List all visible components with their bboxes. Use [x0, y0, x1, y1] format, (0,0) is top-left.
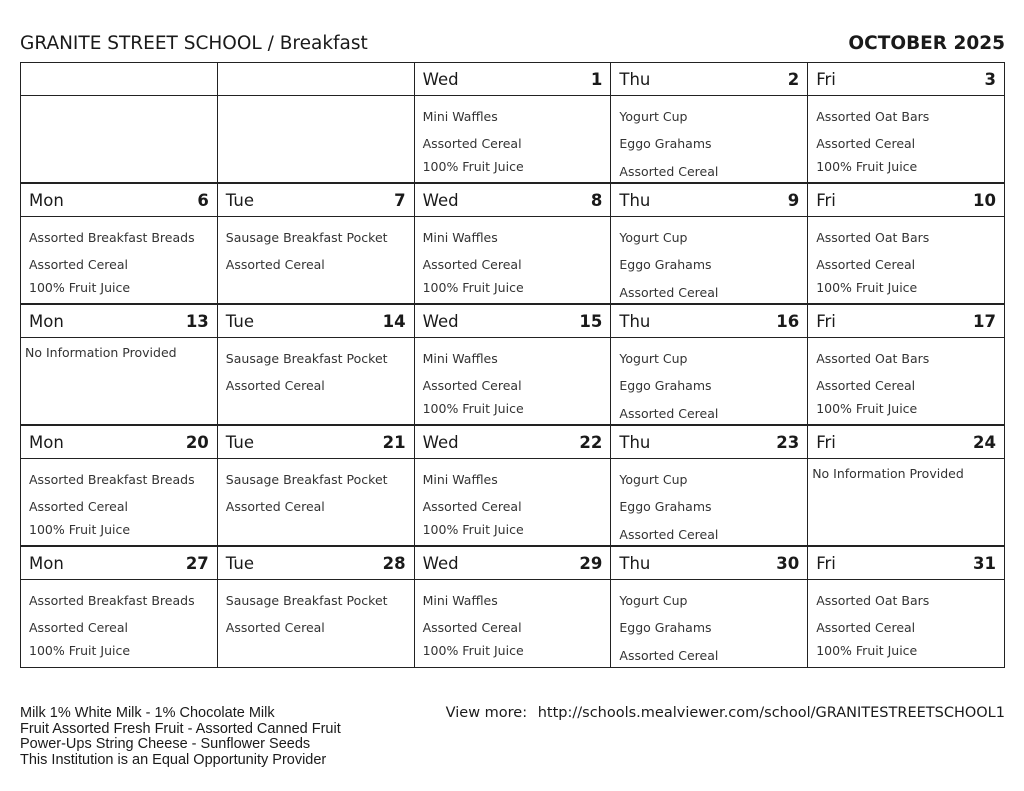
menu-item: Mini Waffles: [422, 230, 498, 245]
day-name: Thu: [619, 432, 651, 452]
equal-opportunity-note: This Institution is an Equal Opportunity Provider: [20, 751, 327, 768]
menu-item: Assorted Cereal: [29, 620, 128, 635]
day-header: [21, 63, 217, 96]
day-header: [415, 184, 611, 217]
month-title: OCTOBER 2025: [848, 32, 1005, 54]
day-menu: [21, 580, 217, 667]
menu-item: Assorted Oat Bars: [816, 230, 930, 245]
day-number: 7: [394, 190, 406, 210]
menu-item: Yogurt Cup: [619, 593, 688, 608]
menu-item: Assorted Cereal: [422, 378, 522, 393]
empty-day-cell: [218, 63, 415, 182]
day-menu: [21, 217, 217, 303]
day-name: Fri: [816, 69, 836, 89]
day-header: [218, 305, 414, 338]
day-number: 6: [197, 190, 209, 210]
day-name: Fri: [816, 190, 836, 210]
menu-item: Assorted Oat Bars: [816, 593, 930, 608]
day-header: [21, 547, 217, 580]
day-number: 28: [382, 553, 406, 573]
day-header: [415, 63, 611, 96]
day-header: [808, 547, 1004, 580]
day-name: Thu: [619, 553, 651, 573]
day-name: Fri: [816, 311, 836, 331]
menu-item: Yogurt Cup: [619, 109, 688, 124]
menu-item: 100% Fruit Juice: [816, 643, 918, 658]
day-name: Mon: [29, 190, 64, 210]
no-information-note: No Information Provided: [25, 345, 177, 360]
menu-item: Assorted Cereal: [816, 257, 916, 272]
day-number: 29: [579, 553, 603, 573]
day-menu: [611, 96, 807, 182]
day-header: [611, 184, 807, 217]
day-header: [611, 426, 807, 459]
day-cell: [611, 426, 808, 545]
day-menu: [21, 459, 217, 545]
day-menu: [415, 459, 611, 545]
day-header: [611, 63, 807, 96]
day-cell: [611, 63, 808, 182]
menu-item: Mini Waffles: [422, 593, 498, 608]
menu-item: Assorted Cereal: [422, 136, 522, 151]
day-number: 9: [787, 190, 800, 210]
menu-item: Assorted Cereal: [29, 499, 128, 514]
day-name: Tue: [225, 190, 254, 210]
day-header: [808, 63, 1004, 96]
day-name: Wed: [422, 190, 459, 210]
week-row: [21, 426, 1005, 547]
menu-item: 100% Fruit Juice: [816, 159, 918, 174]
empty-day-cell: [21, 63, 218, 182]
menu-item: Sausage Breakfast Pocket: [225, 230, 388, 245]
day-menu: [218, 580, 414, 667]
day-menu: [415, 338, 611, 424]
day-header: [21, 184, 217, 217]
day-menu: [415, 96, 611, 182]
day-menu: [611, 217, 807, 303]
day-number: 24: [973, 432, 996, 452]
menu-item: Assorted Breakfast Breads: [29, 472, 195, 487]
day-number: 3: [984, 69, 996, 89]
menu-item: Assorted Cereal: [225, 499, 325, 514]
menu-item: Assorted Oat Bars: [816, 109, 930, 124]
day-number: 23: [776, 432, 800, 452]
day-header: [21, 305, 217, 338]
day-header: [415, 547, 611, 580]
menu-item: Sausage Breakfast Pocket: [225, 351, 388, 366]
day-cell: [21, 305, 218, 424]
menu-item: 100% Fruit Juice: [422, 401, 524, 416]
menu-item: Assorted Cereal: [422, 499, 522, 514]
menu-item: Eggo Grahams: [619, 257, 712, 272]
day-number: 30: [776, 553, 800, 573]
day-header: [808, 305, 1004, 338]
day-cell: [21, 426, 218, 545]
day-number: 17: [973, 311, 996, 331]
day-name: Mon: [29, 553, 64, 573]
day-menu: [218, 459, 414, 545]
menu-item: Mini Waffles: [422, 472, 498, 487]
menu-item: Assorted Cereal: [225, 378, 325, 393]
menu-item: Mini Waffles: [422, 351, 498, 366]
no-information-note: No Information Provided: [812, 466, 964, 481]
day-menu: [808, 96, 1004, 182]
menu-item: Eggo Grahams: [619, 499, 712, 514]
day-name: Fri: [816, 553, 836, 573]
menu-item: Assorted Cereal: [619, 285, 719, 300]
day-menu: [21, 96, 217, 182]
menu-item: Eggo Grahams: [619, 378, 712, 393]
day-cell: [611, 184, 808, 303]
menu-item: 100% Fruit Juice: [422, 280, 524, 295]
day-cell: [808, 547, 1005, 667]
day-header: [611, 547, 807, 580]
day-cell: [218, 305, 415, 424]
power-ups-note: Power-Ups String Cheese - Sunflower Seeds: [20, 736, 311, 752]
day-number: 21: [382, 432, 406, 452]
menu-item: Assorted Cereal: [816, 136, 916, 151]
day-menu: [21, 338, 217, 424]
day-menu: [415, 217, 611, 303]
school-title: GRANITE STREET SCHOOL / Breakfast: [20, 32, 368, 54]
week-row: [21, 63, 1005, 184]
menu-item: Yogurt Cup: [619, 351, 688, 366]
day-number: 15: [579, 311, 603, 331]
day-menu: [611, 459, 807, 545]
menu-item: Sausage Breakfast Pocket: [225, 593, 388, 608]
day-menu: [218, 338, 414, 424]
day-number: 13: [185, 311, 209, 331]
menu-item: Assorted Cereal: [619, 527, 719, 542]
day-cell: [611, 305, 808, 424]
menu-item: Assorted Cereal: [422, 620, 522, 635]
menu-item: Assorted Breakfast Breads: [29, 230, 195, 245]
page-header: [20, 30, 1005, 56]
menu-item: Assorted Cereal: [29, 257, 128, 272]
menu-item: 100% Fruit Juice: [422, 159, 524, 174]
day-menu: [218, 96, 414, 182]
menu-item: 100% Fruit Juice: [29, 280, 131, 295]
milk-note: Milk 1% White Milk - 1% Chocolate Milk: [20, 705, 275, 721]
day-menu: [218, 217, 414, 303]
day-cell: [611, 547, 808, 667]
menu-item: Assorted Cereal: [225, 620, 325, 635]
day-header: [21, 426, 217, 459]
day-number: 8: [590, 190, 603, 210]
menu-item: Assorted Cereal: [816, 620, 916, 635]
day-menu: [611, 338, 807, 424]
menu-item: 100% Fruit Juice: [816, 401, 918, 416]
day-number: 22: [579, 432, 603, 452]
day-header: [218, 547, 414, 580]
day-menu: [611, 580, 807, 667]
menu-item: 100% Fruit Juice: [816, 280, 918, 295]
day-number: 2: [787, 69, 800, 89]
menu-item: Assorted Cereal: [619, 164, 719, 179]
view-more: [446, 706, 1005, 722]
day-header: [415, 305, 611, 338]
day-name: Tue: [225, 553, 254, 573]
menu-item: Assorted Cereal: [816, 378, 916, 393]
day-header: [218, 63, 414, 96]
day-number: 1: [590, 69, 603, 89]
day-name: Tue: [225, 432, 254, 452]
day-cell: [218, 426, 415, 545]
day-cell: [808, 305, 1005, 424]
day-header: [415, 426, 611, 459]
day-name: Wed: [422, 69, 459, 89]
day-name: Tue: [225, 311, 254, 331]
menu-item: Assorted Cereal: [619, 406, 719, 421]
day-menu: [808, 338, 1004, 424]
menu-item: Eggo Grahams: [619, 136, 712, 151]
day-menu: [415, 580, 611, 667]
day-header: [611, 305, 807, 338]
day-number: 14: [382, 311, 406, 331]
day-menu: [808, 580, 1004, 667]
day-number: 31: [973, 553, 996, 573]
day-number: 16: [776, 311, 800, 331]
day-cell: [415, 305, 612, 424]
footer: [20, 706, 1005, 768]
fruit-note: Fruit Assorted Fresh Fruit - Assorted Canned Fruit: [20, 720, 341, 737]
menu-item: Assorted Cereal: [225, 257, 325, 272]
day-cell: [218, 184, 415, 303]
menu-item: 100% Fruit Juice: [29, 643, 131, 658]
day-menu: [808, 459, 1004, 545]
day-name: Wed: [422, 553, 459, 573]
menu-item: 100% Fruit Juice: [422, 522, 524, 537]
day-name: Fri: [816, 432, 836, 452]
week-row: [21, 305, 1005, 426]
day-cell: [415, 63, 612, 182]
day-menu: [808, 217, 1004, 303]
week-row: [21, 184, 1005, 305]
menu-item: 100% Fruit Juice: [422, 643, 524, 658]
day-cell: [415, 547, 612, 667]
day-name: Wed: [422, 311, 459, 331]
day-cell: [415, 184, 612, 303]
day-header: [218, 426, 414, 459]
day-cell: [415, 426, 612, 545]
day-name: Wed: [422, 432, 459, 452]
menu-item: Yogurt Cup: [619, 230, 688, 245]
day-number: 27: [185, 553, 209, 573]
day-name: Thu: [619, 69, 651, 89]
menu-item: Mini Waffles: [422, 109, 498, 124]
day-name: Mon: [29, 311, 64, 331]
day-name: Thu: [619, 311, 651, 331]
menu-item: Assorted Cereal: [619, 648, 719, 663]
menu-item: Assorted Oat Bars: [816, 351, 930, 366]
day-cell: [21, 184, 218, 303]
day-cell: [808, 63, 1005, 182]
menu-calendar: [20, 62, 1005, 668]
view-more-link[interactable]: http://schools.mealviewer.com/school/GRANITESTREETSCHOOL1: [537, 705, 1005, 721]
day-cell: [808, 184, 1005, 303]
menu-item: Sausage Breakfast Pocket: [225, 472, 388, 487]
day-name: Mon: [29, 432, 64, 452]
day-name: Thu: [619, 190, 651, 210]
menu-item: Assorted Breakfast Breads: [29, 593, 195, 608]
day-cell: [218, 547, 415, 667]
day-cell: [808, 426, 1005, 545]
menu-item: Eggo Grahams: [619, 620, 712, 635]
day-cell: [21, 547, 218, 667]
day-header: [808, 184, 1004, 217]
day-header: [218, 184, 414, 217]
view-more-label: View more:: [445, 705, 528, 721]
menu-item: 100% Fruit Juice: [29, 522, 131, 537]
day-number: 20: [185, 432, 209, 452]
menu-item: Assorted Cereal: [422, 257, 522, 272]
day-number: 10: [973, 190, 996, 210]
day-header: [808, 426, 1004, 459]
week-row: [21, 547, 1005, 668]
menu-item: Yogurt Cup: [619, 472, 688, 487]
